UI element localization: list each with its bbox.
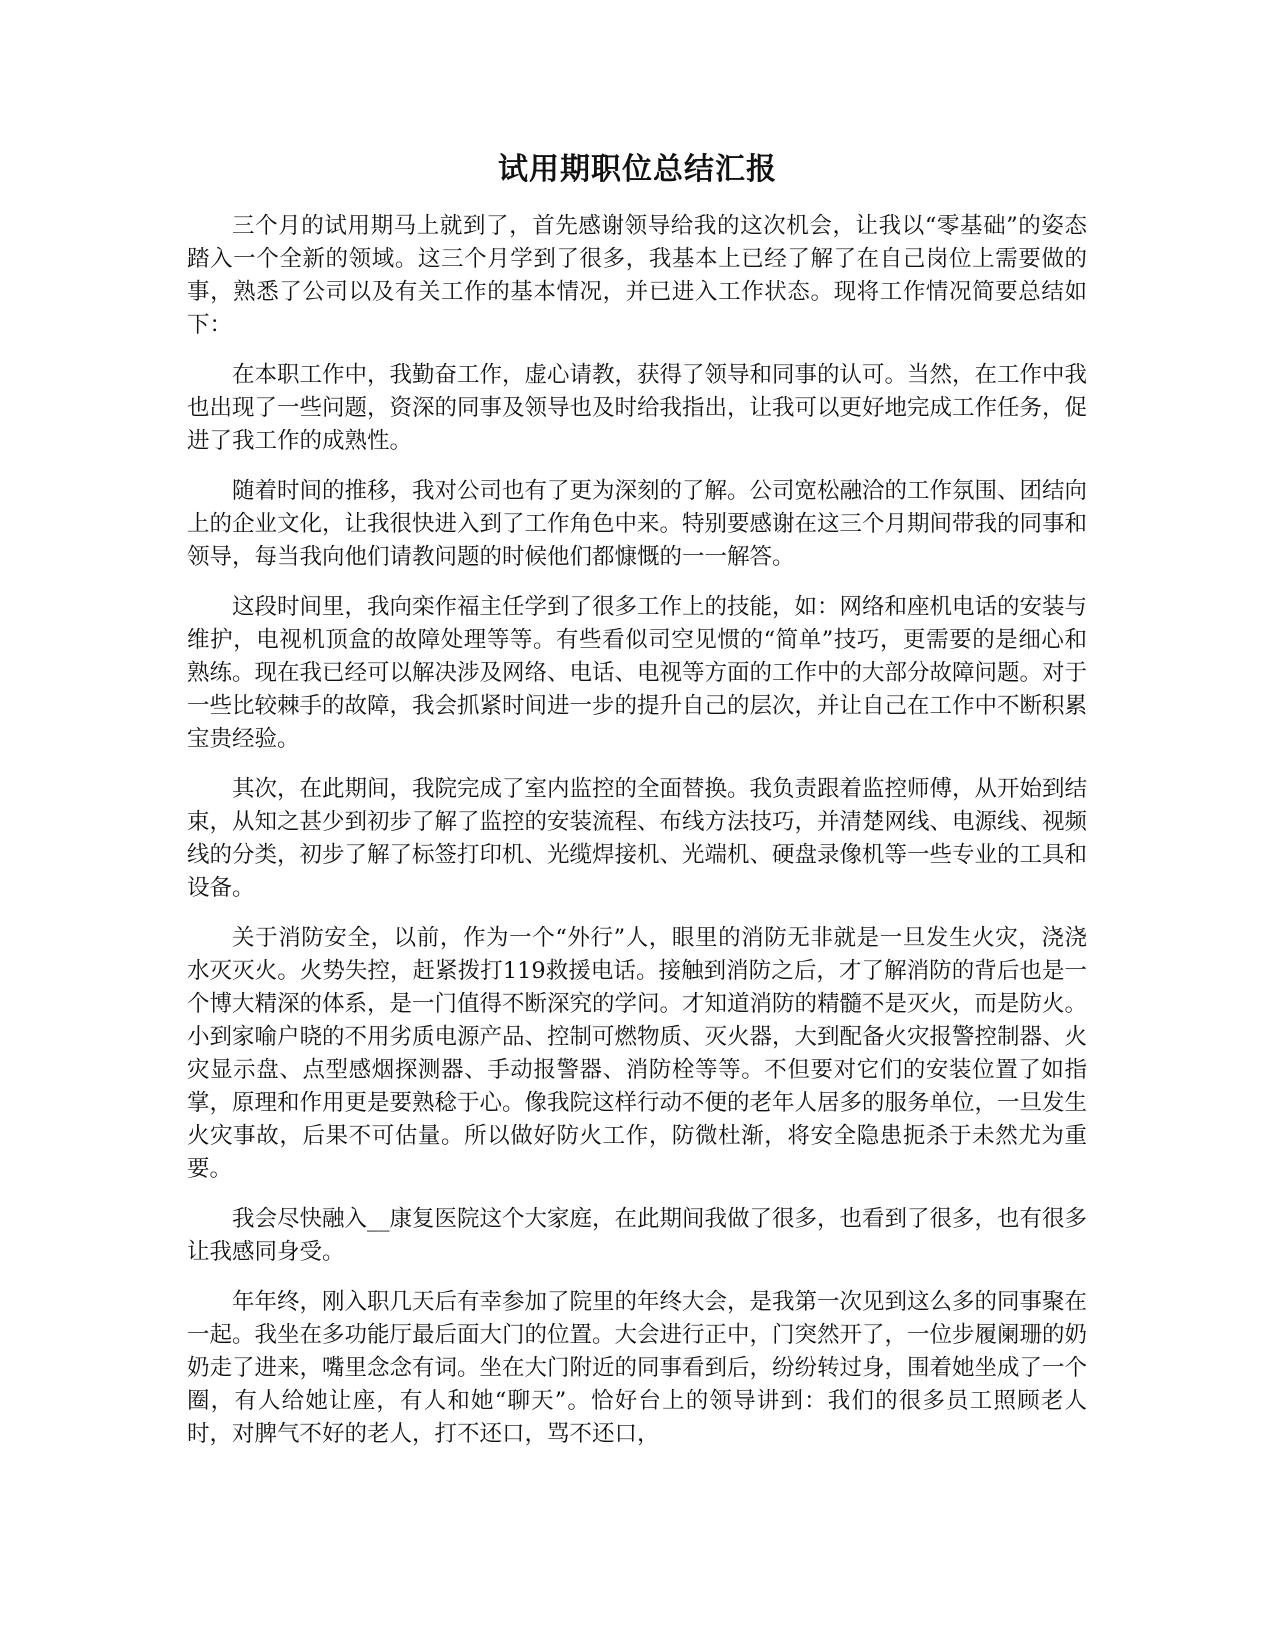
paragraph-5: 其次，在此期间，我院完成了室内监控的全面替换。我负责跟着监控师傅，从开始到结束，从知之甚少到初步了解了监控的安装流程、布线方法技巧，并清楚网线、电源线、视频线的分类，初步了解了标签打印机、光缆焊接机、光端机、硬盘录像机等一些专业的工具和设备。 — [187, 776, 1088, 901]
paragraph-4: 这段时间里，我向栾作福主任学到了很多工作上的技能，如：网络和座机电话的安装与维护，电视机顶盒的故障处理等等。有些看似司空见惯的“简单”技巧，更需要的是细心和熟练。现在我已经可以解决涉及网络、电话、电视等方面的工作中的大部分故障问题。对于一些比较棘手的故障，我会抓紧时间进一步的提升自己的层次，并让自己在工作中不断积累宝贵经验。 — [187, 594, 1088, 752]
paragraph-8: 年年终，刚入职几天后有幸参加了院里的年终大会，是我第一次见到这么多的同事聚在一起。我坐在多功能厅最后面大门的位置。大会进行正中，门突然开了，一位步履阑珊的奶奶走了进来，嘴里念念有词。坐在大门附近的同事看到后，纷纷转过身，围着她坐成了一个圈，有人给她让座，有人和她“聊天”。恰好台上的领导讲到：我们的很多员工照顾老人时，对脾气不好的老人，打不还口，骂不还口， — [187, 1289, 1088, 1447]
paragraph-6: 关于消防安全，以前，作为一个“外行”人，眼里的消防无非就是一旦发生火灾，浇浇水灭灭火。火势失控，赶紧拨打119救援电话。接触到消防之后，才了解消防的背后也是一个博大精深的体系，是一门值得不断深究的学问。才知道消防的精髓不是灭火，而是防火。小到家喻户晓的不用劣质电源产品、控制可燃物质、灭火器，大到配备火灾报警控制器、火灾显示盘、点型感烟探测器、手动报警器、消防栓等等。不但要对它们的安装位置了如指掌，原理和作用更是要熟稔于心。像我院这样行动不便的老年人居多的服务单位，一旦发生火灾事故，后果不可估量。所以做好防火工作，防微杜渐，将安全隐患扼杀于未然尤为重要。 — [187, 925, 1088, 1182]
document-body — [187, 210, 1087, 1468]
paragraph-1: 三个月的试用期马上就到了，首先感谢领导给我的这次机会，让我以“零基础”的姿态踏入一个全新的领域。这三个月学到了很多，我基本上已经了解了在自己岗位上需要做的事，熟悉了公司以及有关工作的基本情况，并已进入工作状态。现将工作情况简要总结如下： — [187, 213, 1087, 338]
paragraph-3: 随着时间的推移，我对公司也有了更为深刻的了解。公司宽松融洽的工作氛围、团结向上的企业文化，让我很快进入到了工作角色中来。特别要感谢在这三个月期间带我的同事和领导，每当我向他们请教问题的时候他们都慷慨的一一解答。 — [187, 478, 1088, 570]
paragraph-7: 我会尽快融入__康复医院这个大家庭，在此期间我做了很多，也看到了很多，也有很多让我感同身受。 — [187, 1206, 1088, 1265]
paragraph-2: 在本职工作中，我勤奋工作，虚心请教，获得了领导和同事的认可。当然，在工作中我也出现了一些问题，资深的同事及领导也及时给我指出，让我可以更好地完成工作任务，促进了我工作的成熟性。 — [187, 362, 1088, 454]
document-title: 试用期职位总结汇报 — [498, 152, 777, 187]
